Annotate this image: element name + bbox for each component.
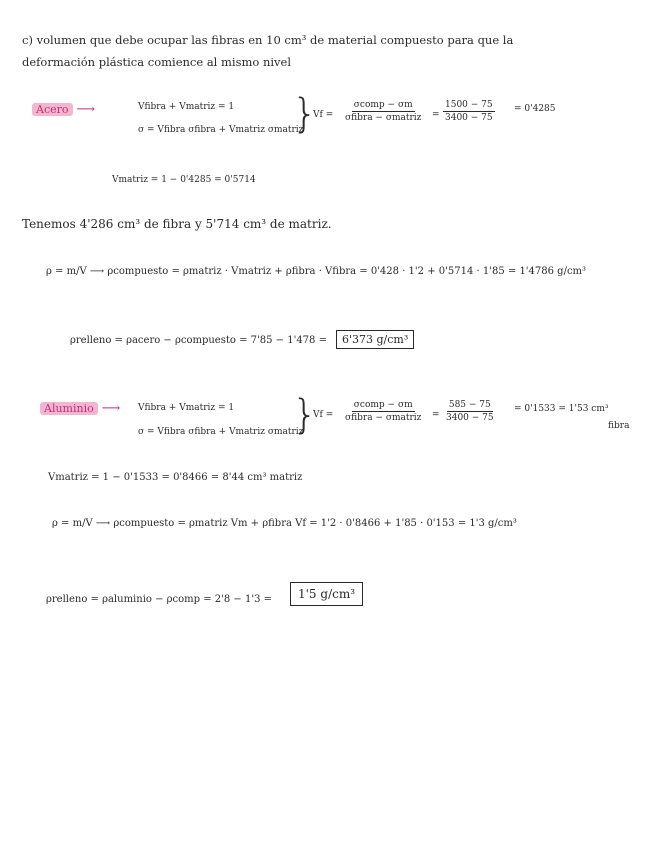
aluminio-phi: Vf = (313, 410, 334, 420)
acero-fraction-2-den: 3400 − 75 (445, 113, 493, 123)
aluminio-density: ρ = m/V ⟶ ρcompuesto = ρmatriz Vm + ρfibra Vf = 1'2 · 0'8466 + 1'85 · 0'153 = 1'3 g/cm³ (52, 518, 517, 529)
aluminio-eq-sign: = (432, 410, 440, 420)
aluminio-relleno-lhs: ρrelleno = ρaluminio − ρcomp = 2'8 − 1'3 = (46, 594, 273, 605)
aluminio-vmatriz: Vmatriz = 1 − 0'1533 = 0'8466 = 8'44 cm³ matriz (48, 472, 303, 483)
acero-fraction-2 (443, 100, 495, 123)
acero-vmatriz: Vmatriz = 1 − 0'4285 = 0'5714 (112, 175, 256, 185)
acero-density: ρ = m/V ⟶ ρcompuesto = ρmatriz · Vmatriz + ρfibra · Vfibra = 0'428 · 1'2 + 0'5714 · 1'85 = 1'4786 g/cm³ (46, 266, 587, 277)
acero-result-box: 6'373 g/cm³ (336, 330, 414, 349)
aluminio-fraction-2-den: 3400 − 75 (446, 413, 494, 423)
acero-fraction-1-num: σcomp − σm (353, 100, 413, 110)
acero-fraction-1 (345, 100, 421, 123)
acero-tenemos: Tenemos 4'286 cm³ de fibra y 5'714 cm³ de matriz. (22, 217, 332, 231)
acero-phi: Vf = (313, 110, 334, 120)
acero-fraction-2-num: 1500 − 75 (445, 100, 493, 110)
aluminio-fraction-1-den: σfibra − σmatriz (345, 413, 422, 423)
aluminio-fraction-1-num: σcomp − σm (353, 400, 413, 410)
acero-label-row (32, 103, 95, 118)
aluminio-result-box: 1'5 g/cm³ (290, 582, 363, 606)
brace-icon: } (292, 392, 318, 438)
aluminio-highlight-label: Aluminio (40, 402, 98, 415)
aluminio-fraction-1 (345, 400, 421, 423)
aluminio-eq-2: σ = Vfibra σfibra + Vmatriz σmatriz (138, 427, 304, 437)
aluminio-label-row (40, 402, 120, 417)
acero-eq-2: σ = Vfibra σfibra + Vmatriz σmatriz (138, 125, 304, 135)
acero-fraction-1-den: σfibra − σmatriz (345, 113, 422, 123)
brace-icon: } (292, 91, 318, 137)
acero-eq-sign: = (432, 110, 440, 120)
arrow-right-icon: ⟶ (101, 401, 121, 416)
acero-relleno-lhs: ρrelleno = ρacero − ρcompuesto = 7'85 − 1'478 = (70, 335, 327, 346)
intro-line-1: c) volumen que debe ocupar las fibras en 10 cm³ de material compuesto para que la (22, 33, 514, 47)
aluminio-fraction-2 (446, 400, 494, 423)
aluminio-result-note: fibra (608, 421, 630, 431)
acero-eq-1: Vfibra + Vmatriz = 1 (138, 102, 235, 112)
aluminio-result: = 0'1533 = 1'53 cm³ (514, 404, 609, 414)
intro-line-2: deformación plástica comience al mismo nivel (22, 55, 292, 69)
acero-highlight-label: Acero (32, 103, 73, 116)
acero-result: = 0'4285 (514, 104, 556, 114)
aluminio-fraction-2-num: 585 − 75 (448, 400, 491, 410)
aluminio-eq-1: Vfibra + Vmatriz = 1 (138, 403, 235, 413)
arrow-right-icon: ⟶ (76, 102, 95, 117)
